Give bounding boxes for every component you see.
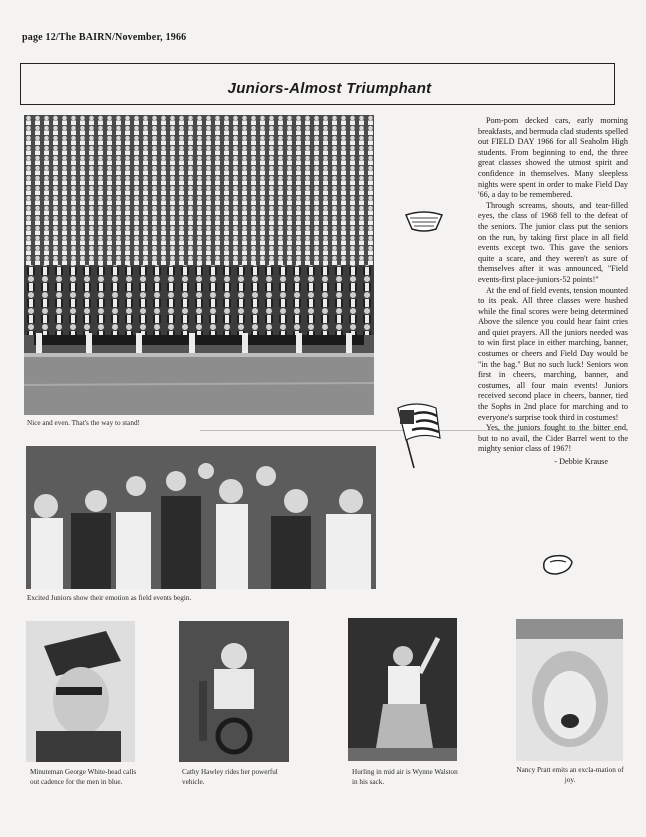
photo-hawley	[179, 621, 289, 762]
photo-hawley-image	[179, 621, 289, 762]
page-title: Juniors-Almost Triumphant	[227, 79, 432, 97]
caption-walston: Hurling in mid air is Wynne Walston in his sack.	[352, 768, 458, 786]
photo-juniors-standing	[24, 115, 374, 415]
photo-excited-juniors	[26, 446, 376, 589]
shoe-icon	[540, 550, 574, 576]
article-paragraph: Pom-pom decked cars, early morning breakfasts, and bermuda clad students spelled out FIELD DAY 1966 for all Seaholm High students. From beginning to end, the three great classes showed the utmost spirit and confidence in themselves. Many sleepless nights were spent in order to make Field Day '66, a day to be remembered.	[478, 116, 628, 200]
photo-pratt-image	[516, 619, 623, 761]
article-paragraph: At the end of field events, tension mounted to its peak. All three classes were hushed while the final scores were being determined Above the silence you could hear faint cries and quiet prayers. All the juniors needed was to win first place in either marching, banner, costumes or cheers and Field Day would be "in the bag." But no such luck! Seniors won first in cheers, marching, banner, and costumes, all four main events! Juniors received second place in cheers, banner, tied the Sophs in 2nd place for marching and to everyone's surprise took third in costumes!	[478, 285, 628, 422]
photo-minuteman-image	[26, 621, 135, 762]
article-paragraph: Through screams, shouts, and tear-filled eyes, the class of 1968 fell to the defeat of the seniors. The junior class put the seniors on the run, by taking first place in all field events except two. This gave the seniors quite a scare, and they weren't as sure of themselves after it was announced, "Field events-first place-juniors-52 points!"	[478, 200, 628, 284]
title-box	[20, 63, 615, 105]
photo-juniors-standing-image	[24, 115, 374, 415]
photo-minuteman	[26, 621, 135, 762]
byline: - Debbie Krause	[554, 457, 608, 466]
caption-minuteman: Minuteman George White-head calls out cadence for the men in blue.	[30, 768, 137, 786]
flag-icon	[392, 398, 442, 470]
article-paragraph: Yes, the juniors fought to the bitter end, but to no avail, the Cider Barrel went to the mighty senior class of 1967!	[478, 423, 628, 454]
photo-walston-image	[348, 618, 457, 761]
caption-juniors-standing: Nice and even. That's the way to stand!	[27, 419, 140, 427]
boat-icon	[404, 207, 444, 233]
photo-excited-juniors-image	[26, 446, 376, 589]
article-body	[478, 116, 628, 468]
photo-walston	[348, 618, 457, 761]
caption-pratt: Nancy Pratt emits an excla-mation of joy.	[516, 766, 624, 784]
caption-excited-juniors: Excited Juniors show their emotion as field events begin.	[27, 594, 192, 602]
caption-hawley: Cathy Hawley rides her powerful vehicle.	[182, 768, 278, 786]
photo-pratt	[516, 619, 623, 761]
running-head: page 12/The BAIRN/November, 1966	[22, 32, 187, 43]
